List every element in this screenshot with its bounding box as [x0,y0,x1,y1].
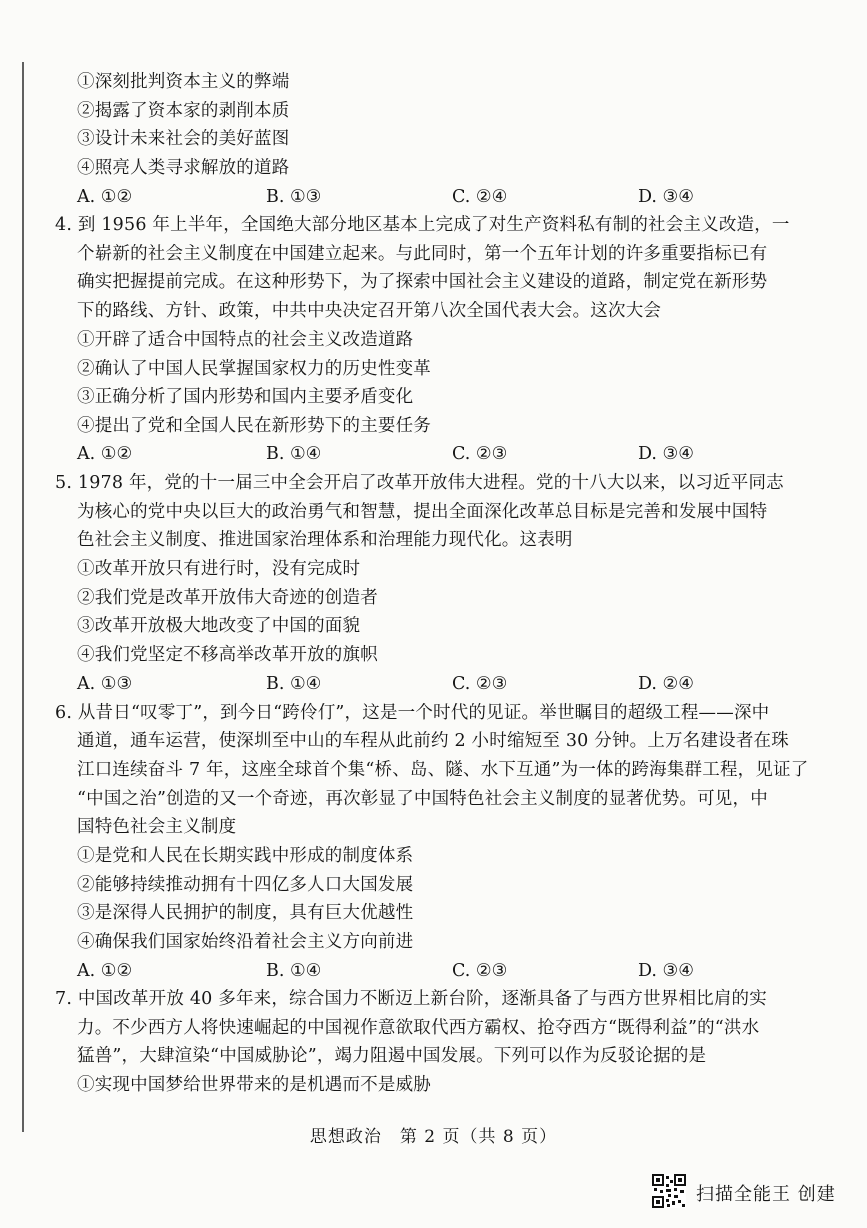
q6-stem-line-1: 6. 从昔日“叹零丁”，到今日“跨伶仃”，这是一个时代的见证。举世瞩目的超级工程——深中 [55,703,770,723]
scanner-watermark [652,1172,852,1212]
q4-item-1: ①开辟了适合中国特点的社会主义改造道路 [77,330,414,350]
q6-option-b: B. ①④ [266,961,322,981]
q4-stem-line-2: 个崭新的社会主义制度在中国建立起来。与此同时，第一个五年计划的许多重要指标已有 [77,244,768,264]
q4-stem-line-1: 4. 到 1956 年上半年，全国绝大部分地区基本上完成了对生产资料私有制的社会主义改造，一 [55,215,790,235]
page-footer: 思想政治 第 2 页（共 8 页） [309,1127,558,1147]
q3-option-d: D. ③④ [638,187,694,207]
q3-option-c: C. ②④ [452,187,508,207]
q5-option-b: B. ①④ [266,674,322,694]
q3-item-4: ④照亮人类寻求解放的道路 [77,158,290,178]
q3-option-b: B. ①③ [266,187,322,207]
q4-item-3: ③正确分析了国内形势和国内主要矛盾变化 [77,387,414,407]
q3-option-a: A. ①② [77,187,133,207]
q7-stem-line-2: 力。不少西方人将快速崛起的中国视作意欲取代西方霸权、抢夺西方“既得利益”的“洪水 [77,1018,760,1038]
q4-option-d: D. ③④ [638,444,694,464]
q6-stem-line-2: 通道，通车运营，使深圳至中山的车程从此前约 2 小时缩短至 30 分钟。上万名建设者在珠 [77,731,789,751]
q3-item-2: ②揭露了资本家的剥削本质 [77,101,290,121]
q5-option-a: A. ①③ [77,674,133,694]
q4-item-4: ④提出了党和全国人民在新形势下的主要任务 [77,416,431,436]
q7-stem-line-3: 猛兽”，大肆渲染“中国威胁论”，竭力阻遏中国发展。下列可以作为反驳论据的是 [77,1046,707,1066]
q5-stem-line-1: 5. 1978 年，党的十一届三中全会开启了改革开放伟大进程。党的十八大以来，以习近平同志 [55,473,784,493]
qr-code-icon [652,1174,686,1208]
q5-option-d: D. ②④ [638,674,694,694]
q6-item-4: ④确保我们国家始终沿着社会主义方向前进 [77,932,414,952]
scanner-label: 扫描全能王 创建 [696,1184,836,1205]
q5-stem-line-3: 色社会主义制度、推进国家治理体系和治理能力现代化。这表明 [77,530,573,550]
q4-option-c: C. ②③ [452,444,508,464]
q7-item-1: ①实现中国梦给世界带来的是机遇而不是威胁 [77,1075,431,1095]
q4-stem-line-3: 确实把握提前完成。在这种形势下，为了探索中国社会主义建设的道路，制定党在新形势 [77,272,768,292]
q6-item-3: ③是深得人民拥护的制度，具有巨大优越性 [77,903,414,923]
q6-item-2: ②能够持续推动拥有十四亿多人口大国发展 [77,875,414,895]
q3-item-3: ③设计未来社会的美好蓝图 [77,129,290,149]
q5-item-3: ③改革开放极大地改变了中国的面貌 [77,616,361,636]
q6-option-d: D. ③④ [638,961,694,981]
q4-option-a: A. ①② [77,444,133,464]
q5-item-2: ②我们党是改革开放伟大奇迹的创造者 [77,588,378,608]
q6-stem-line-3: 江口连续奋斗 7 年，这座全球首个集“桥、岛、隧、水下互通”为一体的跨海集群工程，见证了 [77,760,809,780]
q6-stem-line-4: “中国之治”创造的又一个奇迹，再次彰显了中国特色社会主义制度的显著优势。可见，中 [77,789,768,809]
q5-item-4: ④我们党坚定不移高举改革开放的旗帜 [77,645,378,665]
q6-option-c: C. ②③ [452,961,508,981]
q4-stem-line-4: 下的路线、方针、政策，中共中央决定召开第八次全国代表大会。这次大会 [77,301,662,321]
q6-stem-line-5: 国特色社会主义制度 [77,817,237,837]
q6-item-1: ①是党和人民在长期实践中形成的制度体系 [77,846,414,866]
q4-option-b: B. ①④ [266,444,322,464]
q5-item-1: ①改革开放只有进行时，没有完成时 [77,559,361,579]
q5-stem-line-2: 为核心的党中央以巨大的政治勇气和智慧，提出全面深化改革总目标是完善和发展中国特 [77,502,768,522]
q6-option-a: A. ①② [77,961,133,981]
q7-stem-line-1: 7. 中国改革开放 40 多年来，综合国力不断迈上新台阶，逐渐具备了与西方世界相比肩的实 [55,989,767,1009]
q5-option-c: C. ②③ [452,674,508,694]
q4-item-2: ②确认了中国人民掌握国家权力的历史性变革 [77,359,431,379]
q3-item-1: ①深刻批判资本主义的弊端 [77,72,290,92]
